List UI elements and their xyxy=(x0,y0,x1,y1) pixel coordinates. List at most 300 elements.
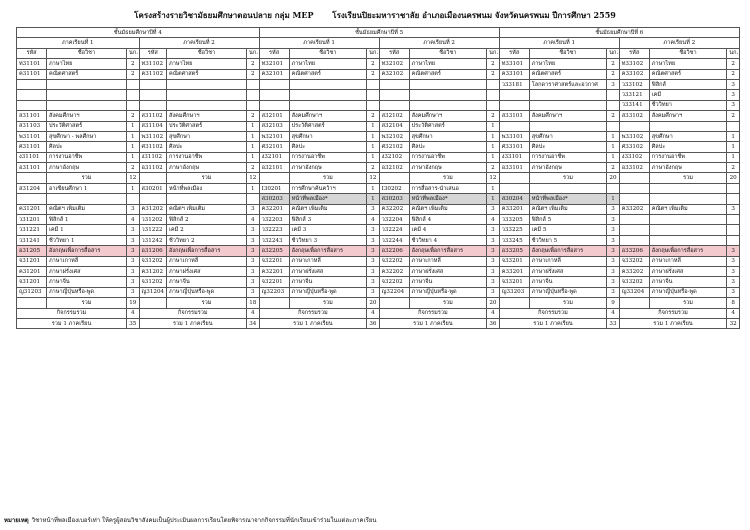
subject-row xyxy=(17,142,740,152)
subject-name: คณิตศาสตร์ xyxy=(47,69,127,79)
grand-label: รวม 1 ภาคเรียน xyxy=(379,318,487,328)
subject-credit: 1 xyxy=(127,152,140,162)
subject-code: ค33102 xyxy=(619,69,649,79)
col-header-code: รหัส xyxy=(17,48,47,58)
subject-credit xyxy=(607,100,620,110)
subject-code: ค32202 xyxy=(379,204,409,214)
subject-code: ท31101 xyxy=(17,59,47,69)
subject-code: ค31101 xyxy=(17,69,47,79)
grand-value: 36 xyxy=(367,318,380,328)
subject-code: จ32202 xyxy=(379,277,409,287)
subject-credit xyxy=(367,100,380,110)
subject-credit xyxy=(607,121,620,131)
subject-name: ฟิสิกส์ 1 xyxy=(47,215,127,225)
activities-label: กิจกรรมรวม xyxy=(379,308,487,318)
subject-code: ว31242 xyxy=(139,235,167,245)
subject-credit: 2 xyxy=(247,59,260,69)
subject-name: สังคมศึกษาฯ xyxy=(529,111,607,121)
subject-name: เคมี 1 xyxy=(47,225,127,235)
subject-code: ส30201 xyxy=(139,183,167,193)
subject-code: ค31202 xyxy=(139,204,167,214)
grand-label: รวม 1 ภาคเรียน xyxy=(619,318,727,328)
col-header-name: ชื่อวิชา xyxy=(289,48,367,58)
subject-credit: 3 xyxy=(127,225,140,235)
subject-credit xyxy=(607,90,620,100)
subject-credit: 1 xyxy=(607,152,620,162)
subject-name: เคมี 3 xyxy=(289,225,367,235)
subject-code: ว33245 xyxy=(499,235,529,245)
subject-name xyxy=(649,215,727,225)
subject-name xyxy=(289,100,367,110)
subject-name xyxy=(529,90,607,100)
subject-credit: 1 xyxy=(487,142,500,152)
subject-credit xyxy=(727,235,740,245)
sum-value: 12 xyxy=(127,173,140,183)
subject-code: พ31101 xyxy=(17,131,47,141)
subject-credit: 3 xyxy=(487,235,500,245)
subject-code: ศ31101 xyxy=(17,142,47,152)
subject-code: ว32203 xyxy=(259,215,289,225)
subject-code: ส30203 xyxy=(379,194,409,204)
subject-credit: 1 xyxy=(247,183,260,193)
subject-credit: 3 xyxy=(607,79,620,89)
subject-code: ท33102 xyxy=(619,59,649,69)
subject-code: ศ32101 xyxy=(259,142,289,152)
subject-row xyxy=(17,204,740,214)
sum-blank xyxy=(139,298,167,308)
subject-code: ง32102 xyxy=(379,152,409,162)
subject-name: การงานอาชีพ xyxy=(167,152,247,162)
subject-code: พ32101 xyxy=(259,131,289,141)
subject-row xyxy=(17,90,740,100)
activities-value: 4 xyxy=(367,308,380,318)
subject-code: อ33206 xyxy=(619,246,649,256)
activities-value: 4 xyxy=(607,308,620,318)
subject-code: จ32201 xyxy=(259,256,289,266)
sum-value: 18 xyxy=(247,298,260,308)
level-header: ชั้นมัธยมศึกษาปีที่ 5 xyxy=(259,28,499,38)
col-header-credit: นก. xyxy=(247,48,260,58)
subject-credit: 2 xyxy=(607,111,620,121)
subject-credit: 2 xyxy=(247,111,260,121)
subject-code: ว31201 xyxy=(17,215,47,225)
subject-name xyxy=(167,100,247,110)
subject-credit: 3 xyxy=(727,246,740,256)
subject-name xyxy=(649,235,727,245)
subject-name: สุขศึกษา xyxy=(289,131,367,141)
subject-name: สังคมศึกษาฯ xyxy=(649,111,727,121)
activities-label: กิจกรรมรวม xyxy=(139,308,247,318)
sum-label: รวม xyxy=(409,173,487,183)
subject-credit: 3 xyxy=(127,277,140,287)
subject-code: ง31101 xyxy=(17,152,47,162)
subject-code: ท33101 xyxy=(499,59,529,69)
subject-code: ส32101 xyxy=(259,111,289,121)
subject-code: ส31102 xyxy=(139,111,167,121)
subject-row xyxy=(17,266,740,276)
subject-name: สังคมศึกษาฯ xyxy=(167,111,247,121)
subject-code: อ32205 xyxy=(259,246,289,256)
subject-name: ประวัติศาสตร์ xyxy=(409,121,487,131)
subject-code: ว32244 xyxy=(379,235,409,245)
subject-code: อ32102 xyxy=(379,163,409,173)
subject-code xyxy=(379,90,409,100)
sum-blank xyxy=(17,298,47,308)
col-header-name: ชื่อวิชา xyxy=(409,48,487,58)
sum-blank xyxy=(619,173,649,183)
subject-code: ศ33102 xyxy=(619,142,649,152)
subject-credit: 2 xyxy=(127,111,140,121)
subject-name xyxy=(409,90,487,100)
subject-credit: 3 xyxy=(367,277,380,287)
subject-name xyxy=(47,194,127,204)
subject-credit: 3 xyxy=(247,225,260,235)
subject-credit: 1 xyxy=(727,152,740,162)
col-header-name: ชื่อวิชา xyxy=(167,48,247,58)
subject-name: ศิลปะ xyxy=(47,142,127,152)
subject-credit: 3 xyxy=(127,287,140,297)
subject-credit: 3 xyxy=(727,79,740,89)
subject-name xyxy=(409,100,487,110)
subject-name: คณิตฯ เพิ่มเติม xyxy=(529,204,607,214)
subject-credit: 1 xyxy=(727,142,740,152)
subject-code xyxy=(17,79,47,89)
subject-name xyxy=(167,79,247,89)
subject-credit: 1 xyxy=(607,142,620,152)
subject-code: ง32101 xyxy=(259,152,289,162)
subject-name: คณิตศาสตร์ xyxy=(289,69,367,79)
subject-name xyxy=(47,90,127,100)
subject-code xyxy=(259,79,289,89)
activities-label: กิจกรรมรวม xyxy=(619,308,727,318)
col-header-credit: นก. xyxy=(607,48,620,58)
term-header: ภาคเรียนที่ 2 xyxy=(379,38,499,48)
subject-code: ญ32204 xyxy=(379,287,409,297)
subject-credit xyxy=(727,121,740,131)
subject-name xyxy=(47,100,127,110)
subject-name: ภาษาจีน xyxy=(167,277,247,287)
subject-credit: 3 xyxy=(727,256,740,266)
subject-name: หน้าที่พลเมือง xyxy=(167,183,247,193)
subject-code: ศ32102 xyxy=(379,142,409,152)
grand-label: รวม 1 ภาคเรียน xyxy=(17,318,127,328)
subject-name: ศิลปะ xyxy=(289,142,367,152)
subject-code xyxy=(259,90,289,100)
subject-name: ศิลปะ xyxy=(649,142,727,152)
sum-label: รวม xyxy=(47,298,127,308)
subject-name: โลกดาราศาสตร์และอวกาศ xyxy=(529,79,607,89)
subject-credit: 3 xyxy=(487,266,500,276)
subject-credit xyxy=(247,100,260,110)
subject-credit: 2 xyxy=(727,59,740,69)
subject-credit: 2 xyxy=(247,69,260,79)
subject-name: การงานอาชีพ xyxy=(409,152,487,162)
subject-credit: 2 xyxy=(367,163,380,173)
subject-credit: 3 xyxy=(127,235,140,245)
subject-code: ว31222 xyxy=(139,225,167,235)
subject-credit: 2 xyxy=(607,59,620,69)
subject-code xyxy=(499,90,529,100)
subject-name: ฟิสิกส์ 5 xyxy=(529,215,607,225)
subject-code: จ32201 xyxy=(259,277,289,287)
subject-code: ว33102 xyxy=(619,79,649,89)
title-right: โรงเรียนปิยะมหาราชาลัย อำเภอเมืองนครพนม จังหวัดนครพนม ปีการศึกษา 2559 xyxy=(332,10,616,20)
sum-label: รวม xyxy=(409,298,487,308)
subject-credit: 1 xyxy=(487,131,500,141)
subject-name: ภาษาไทย xyxy=(529,59,607,69)
subject-name xyxy=(167,90,247,100)
subject-credit xyxy=(247,90,260,100)
subject-credit: 1 xyxy=(247,152,260,162)
col-header-credit: นก. xyxy=(727,48,740,58)
subject-code: ว33141 xyxy=(619,100,649,110)
subject-code: อ31206 xyxy=(139,246,167,256)
subject-name: ชีววิทยา 3 xyxy=(289,235,367,245)
subject-code: ส30203 xyxy=(259,194,289,204)
subject-credit: 1 xyxy=(487,152,500,162)
subject-credit xyxy=(127,194,140,204)
subject-name xyxy=(289,90,367,100)
col-header-code: รหัส xyxy=(619,48,649,58)
subject-row xyxy=(17,246,740,256)
subject-name: ภาษาเกาหลี xyxy=(167,256,247,266)
subject-credit: 1 xyxy=(247,142,260,152)
subject-credit: 3 xyxy=(727,266,740,276)
activities-value: 4 xyxy=(247,308,260,318)
subject-credit: 3 xyxy=(367,204,380,214)
subject-credit: 1 xyxy=(487,194,500,204)
subject-credit: 3 xyxy=(727,204,740,214)
subject-code: ค32201 xyxy=(259,204,289,214)
subject-credit: 2 xyxy=(727,163,740,173)
subject-name: ภาษาญี่ปุ่นหรือ-พูด xyxy=(47,287,127,297)
subject-code xyxy=(619,183,649,193)
subject-name: สังคมศึกษาฯ xyxy=(47,111,127,121)
grand-value: 35 xyxy=(127,318,140,328)
subject-name: ภาษาอังกฤษ xyxy=(167,163,247,173)
sum-value: 19 xyxy=(127,298,140,308)
subject-code: ท32101 xyxy=(259,59,289,69)
subject-name: อังกฤษเพื่อการสื่อสาร xyxy=(409,246,487,256)
subject-code: จ33201 xyxy=(499,277,529,287)
level-header: ชั้นมัธยมศึกษาปีที่ 4 xyxy=(17,28,260,38)
subject-name: ประวัติศาสตร์ xyxy=(47,121,127,131)
subject-name: การสื่อสาร-นำเสนอ xyxy=(409,183,487,193)
subject-code: ค33201 xyxy=(499,266,529,276)
subject-code: ว33181 xyxy=(499,79,529,89)
subject-code xyxy=(619,121,649,131)
subject-name xyxy=(409,79,487,89)
subject-name xyxy=(649,121,727,131)
subject-row xyxy=(17,111,740,121)
level-header-row xyxy=(17,28,740,38)
subject-code: ว32243 xyxy=(259,235,289,245)
sum-value: 12 xyxy=(487,173,500,183)
subject-code: ค31201 xyxy=(17,266,47,276)
subject-code: ว33121 xyxy=(619,90,649,100)
subject-row xyxy=(17,79,740,89)
subject-name: สุขศึกษา xyxy=(529,131,607,141)
subject-name: ภาษาฝรั่งเศส xyxy=(47,266,127,276)
subject-code xyxy=(619,215,649,225)
grand-total-row xyxy=(17,318,740,328)
subject-code: ง33102 xyxy=(619,152,649,162)
subject-name: หน้าที่พลเมือง* xyxy=(529,194,607,204)
col-header-name: ชื่อวิชา xyxy=(47,48,127,58)
subject-name: ชีววิทยา 5 xyxy=(529,235,607,245)
subject-name: การศึกษาค้นคว้าฯ xyxy=(289,183,367,193)
subject-name: คณิตฯ เพิ่มเติม xyxy=(47,204,127,214)
subject-code: พ31102 xyxy=(139,131,167,141)
col-header-code: รหัส xyxy=(139,48,167,58)
subject-code: ส32104 xyxy=(379,121,409,131)
subject-credit: 3 xyxy=(367,256,380,266)
subject-code: อ31102 xyxy=(139,163,167,173)
sum-value: 20 xyxy=(727,173,740,183)
subject-code: ง31102 xyxy=(139,152,167,162)
total-row xyxy=(17,173,740,183)
subject-code: ค33201 xyxy=(499,204,529,214)
subject-credit xyxy=(367,79,380,89)
subject-code: จ33202 xyxy=(619,277,649,287)
subject-name: ฟิสิกส์ 2 xyxy=(167,215,247,225)
subject-code: I30201 xyxy=(259,183,289,193)
subject-row xyxy=(17,215,740,225)
subject-name: การงานอาชีพ xyxy=(47,152,127,162)
activities-value: 4 xyxy=(487,308,500,318)
subject-name: สุขศึกษา xyxy=(409,131,487,141)
subject-code: จ31202 xyxy=(139,277,167,287)
sum-value: 20 xyxy=(607,173,620,183)
footnote-label: หมายเหตุ xyxy=(4,517,29,524)
subject-credit: 3 xyxy=(607,225,620,235)
col-header-code: รหัส xyxy=(499,48,529,58)
subject-code xyxy=(259,100,289,110)
subject-code: ค33202 xyxy=(619,266,649,276)
sum-label: รวม xyxy=(529,173,607,183)
subject-credit: 2 xyxy=(727,69,740,79)
subject-credit: 2 xyxy=(127,69,140,79)
subject-credit xyxy=(727,183,740,193)
subject-code: ค31202 xyxy=(139,266,167,276)
subject-code: ญ33203 xyxy=(499,287,529,297)
subject-name: สังคมศึกษาฯ xyxy=(409,111,487,121)
subject-name: คณิตศาสตร์ xyxy=(409,69,487,79)
subject-name: การงานอาชีพ xyxy=(529,152,607,162)
subject-code: ค31102 xyxy=(139,69,167,79)
subject-credit: 3 xyxy=(607,235,620,245)
subject-row xyxy=(17,163,740,173)
subject-credit: 3 xyxy=(487,256,500,266)
subject-code xyxy=(619,235,649,245)
subject-name: อังกฤษเพื่อการสื่อสาร xyxy=(289,246,367,256)
subject-name: ฟิสิกส์ xyxy=(649,79,727,89)
subject-credit: 2 xyxy=(247,163,260,173)
subject-credit: 3 xyxy=(367,266,380,276)
term-header: ภาคเรียนที่ 1 xyxy=(259,38,379,48)
term-header: ภาคเรียนที่ 2 xyxy=(139,38,259,48)
sum-label: รวม xyxy=(649,298,727,308)
subject-name xyxy=(649,183,727,193)
subject-name xyxy=(529,100,607,110)
subject-code: ส33102 xyxy=(619,111,649,121)
sum-label: รวม xyxy=(649,173,727,183)
subject-code: I30202 xyxy=(379,183,409,193)
subject-credit: 2 xyxy=(487,69,500,79)
sum-value: 8 xyxy=(727,298,740,308)
subject-credit: 4 xyxy=(247,215,260,225)
subject-credit: 1 xyxy=(127,121,140,131)
sum-blank xyxy=(499,298,529,308)
subject-name: การงานอาชีพ xyxy=(649,152,727,162)
subject-credit: 3 xyxy=(607,277,620,287)
subject-credit: 1 xyxy=(247,121,260,131)
subject-credit: 2 xyxy=(127,163,140,173)
footnote xyxy=(4,515,376,525)
sum-blank xyxy=(139,173,167,183)
subject-code: จ31202 xyxy=(139,256,167,266)
subject-credit: 3 xyxy=(247,204,260,214)
subject-name xyxy=(649,225,727,235)
col-header-name: ชื่อวิชา xyxy=(529,48,607,58)
subject-code: อ31101 xyxy=(17,163,47,173)
subject-credit: 2 xyxy=(367,69,380,79)
subject-name: อาเซียนศึกษา 1 xyxy=(47,183,127,193)
subject-name: ภาษาญี่ปุ่นหรือ-พูด xyxy=(289,287,367,297)
subject-credit: 3 xyxy=(727,277,740,287)
subject-credit: 3 xyxy=(127,266,140,276)
subject-name: คณิตศาสตร์ xyxy=(167,69,247,79)
sum-value: 20 xyxy=(487,298,500,308)
subject-credit: 3 xyxy=(487,277,500,287)
subject-code: พ33101 xyxy=(499,131,529,141)
subject-credit: 1 xyxy=(367,152,380,162)
total-row xyxy=(17,298,740,308)
subject-name xyxy=(649,194,727,204)
subject-row xyxy=(17,131,740,141)
subject-name: ภาษาไทย xyxy=(649,59,727,69)
subject-credit: 3 xyxy=(247,246,260,256)
subject-credit: 1 xyxy=(367,121,380,131)
subject-credit: 3 xyxy=(607,246,620,256)
subject-credit: 1 xyxy=(367,194,380,204)
subject-name: ภาษาจีน xyxy=(47,277,127,287)
subject-name: เคมี 2 xyxy=(167,225,247,235)
subject-name: คณิตฯ เพิ่มเติม xyxy=(289,204,367,214)
column-header-row xyxy=(17,48,740,58)
subject-credit: 1 xyxy=(367,142,380,152)
grand-value: 36 xyxy=(487,318,500,328)
subject-credit: 3 xyxy=(247,287,260,297)
subject-code: อ32206 xyxy=(379,246,409,256)
subject-name: ภาษาเกาหลี xyxy=(649,256,727,266)
subject-row xyxy=(17,235,740,245)
subject-credit xyxy=(127,100,140,110)
sum-value: 12 xyxy=(247,173,260,183)
subject-name: อังกฤษเพื่อการสื่อสาร xyxy=(649,246,727,256)
curriculum-table xyxy=(16,27,740,329)
subject-name: ภาษาจีน xyxy=(649,277,727,287)
subject-name: ภาษาอังกฤษ xyxy=(409,163,487,173)
subject-credit xyxy=(487,90,500,100)
sum-label: รวม xyxy=(47,173,127,183)
subject-credit: 4 xyxy=(367,215,380,225)
sum-value: 20 xyxy=(367,298,380,308)
subject-credit: 2 xyxy=(607,69,620,79)
subject-code: ค33202 xyxy=(619,204,649,214)
subject-code xyxy=(17,100,47,110)
subject-credit: 1 xyxy=(367,183,380,193)
